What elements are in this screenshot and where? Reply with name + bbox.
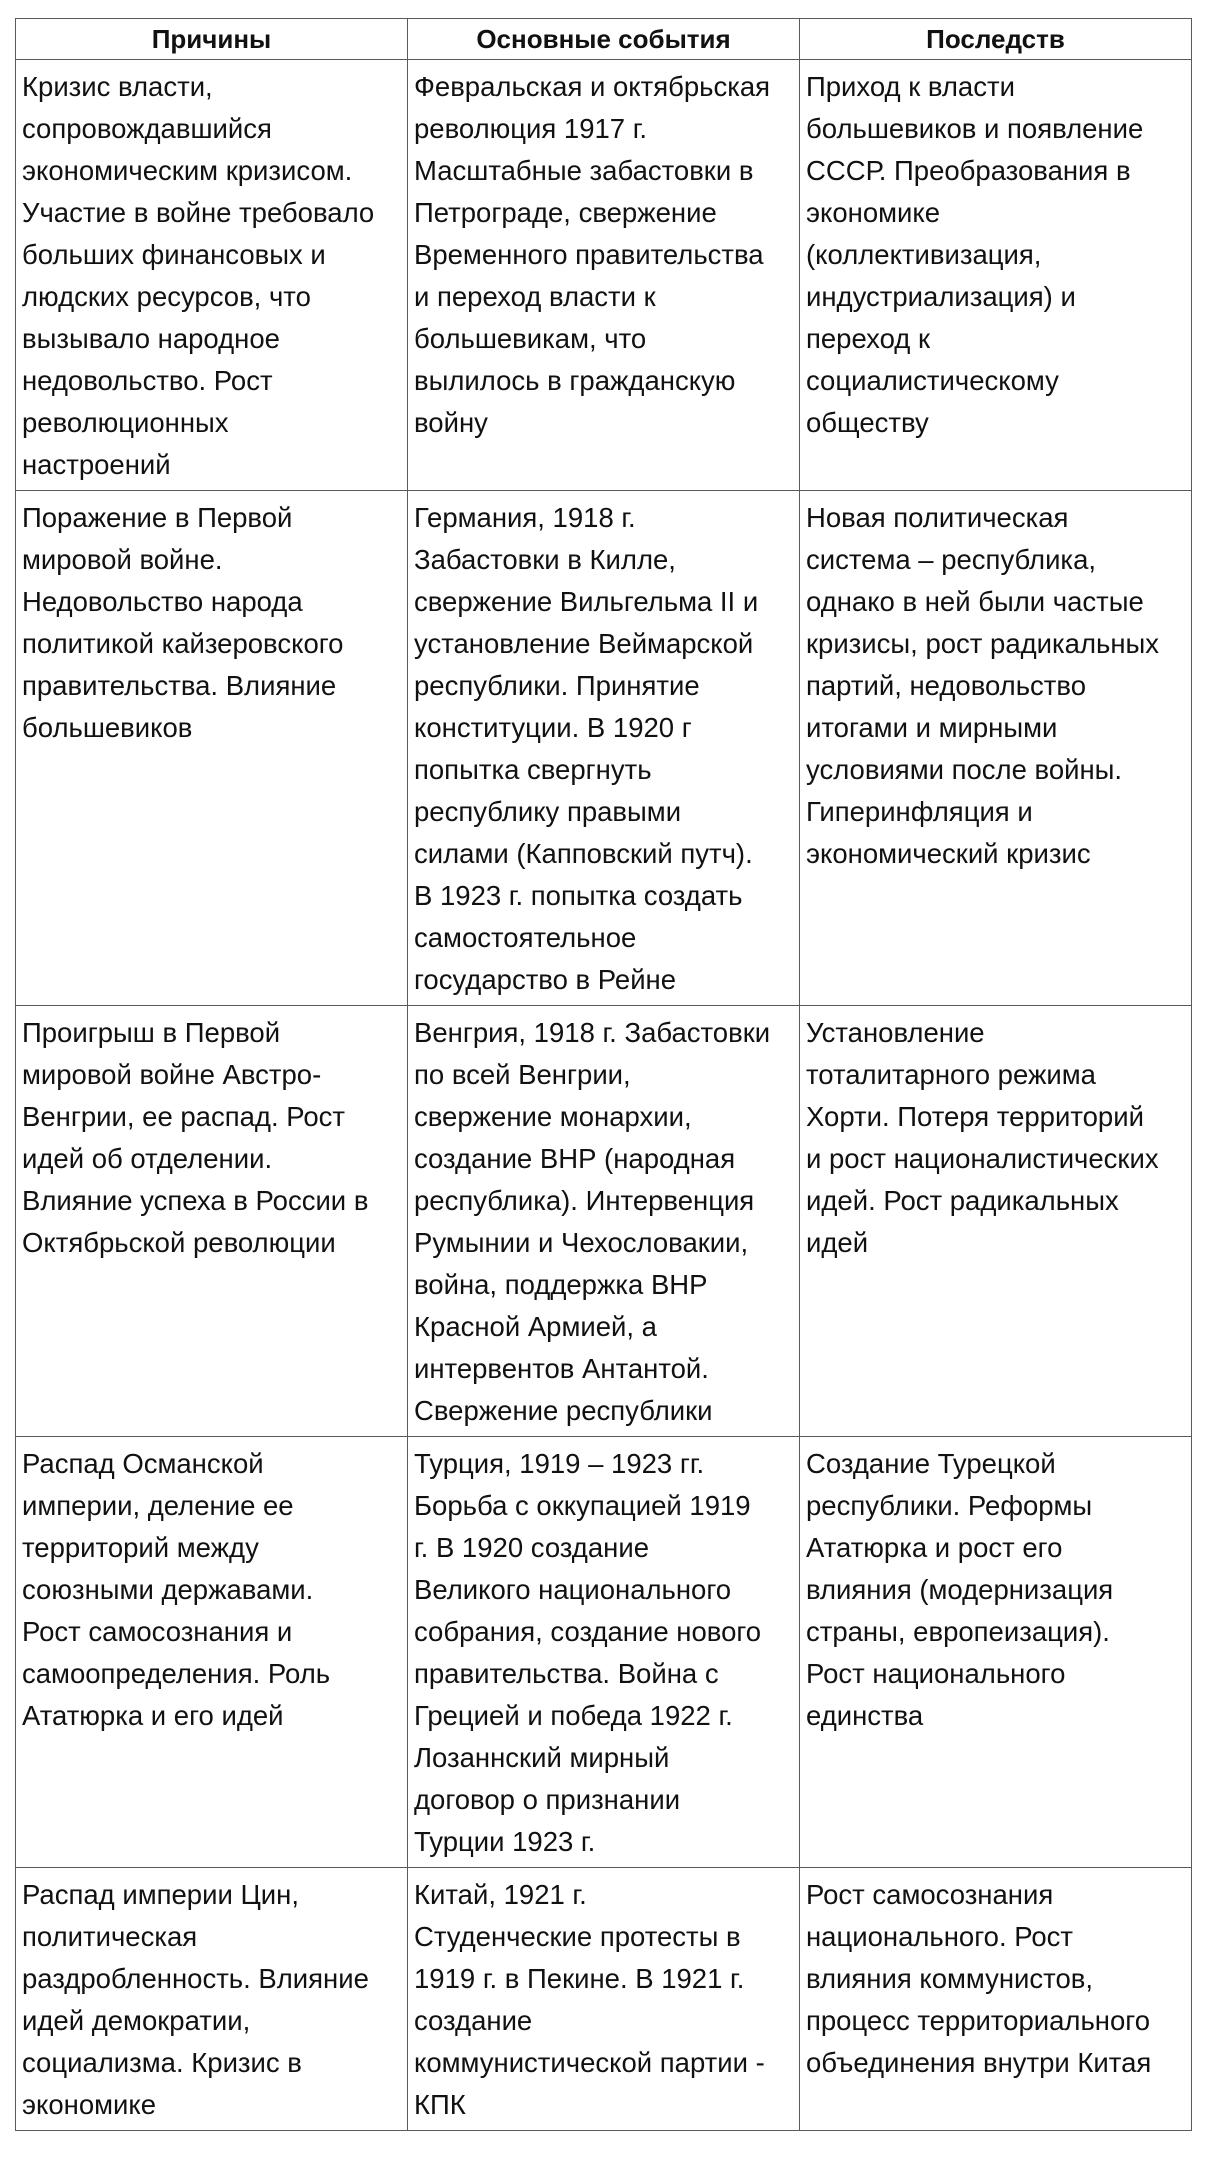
cell-text-line: Проигрыш в Первой [22,1017,281,1048]
cell-text-line: политикой кайзеровского [22,628,344,659]
cell-text-line: Китай, 1921 г. [414,1879,587,1910]
cell-text-line: Венгрии, ее распад. Рост [22,1101,346,1132]
cell-text-line: экономическим кризисом. [22,155,353,186]
cell-events [408,491,800,1006]
cell-text-line: раздробленность. Влияние [22,1963,369,1994]
cell-text-line: создание ВНР (народная [414,1143,736,1174]
cell-text-line: война, поддержка ВНР [414,1269,708,1300]
cell-text-line: силами (Капповский путч). [414,838,753,869]
cell-text-line: КПК [414,2089,466,2120]
cell-text-line: экономический кризис [806,838,1091,869]
cell-text-line: коммунистической партии - [414,2047,765,2078]
cell-text-line: Ататюрка и рост его [806,1532,1063,1563]
cell-text-line: итогами и мирными [806,712,1058,743]
cell-consequences [800,1868,1192,2131]
cell-text-line: Распад империи Цин, [22,1879,299,1910]
cell-text-line: Кризис власти, [22,71,213,102]
cell-text-line: правительства. Влияние [22,670,337,701]
cell-text-line: В 1923 г. попытка создать [414,880,743,911]
cell-text-line: самостоятельное [414,922,637,953]
cell-text-line: Германия, 1918 г. [414,502,636,533]
cell-text-line: процесс территориального [806,2005,1150,2036]
cell-text-line: мировой войне. [22,544,223,575]
cell-text-line: договор о признании [414,1784,681,1815]
cell-events [408,1437,800,1868]
cell-text-line: Лозаннский мирный [414,1742,670,1773]
cell-text-line: людских ресурсов, что [22,281,311,312]
cell-text-line: Рост национального [806,1658,1066,1689]
cell-text-line: обществу [806,407,929,438]
cell-text-line: союзными державами. [22,1574,314,1605]
cell-text-line: объединения внутри Китая [806,2047,1152,2078]
cell-text-line: Студенческие протесты в [414,1921,741,1952]
cell-consequences [800,60,1192,491]
header-causes: Причины [16,19,408,60]
cell-text-line: больших финансовых и [22,239,326,270]
cell-text-line: и рост националистических [806,1143,1159,1174]
cell-text-line: Временного правительства [414,239,764,270]
cell-text-line: тоталитарного режима [806,1059,1096,1090]
cell-text-line: Румынии и Чехословакии, [414,1227,749,1258]
cell-text-line: Ататюрка и его идей [22,1700,284,1731]
history-table [15,18,1192,2131]
cell-causes [16,1437,408,1868]
cell-text-line: недовольство. Рост [22,365,273,396]
cell-text-line: большевиков и появление [806,113,1144,144]
cell-text-line: большевикам, что [414,323,647,354]
table-row [16,1868,1192,2131]
cell-text-line: Октябрьской революции [22,1227,336,1258]
table-row [16,1006,1192,1437]
cell-text-line: СССР. Преобразования в [806,155,1131,186]
table-row [16,1437,1192,1868]
cell-consequences [800,491,1192,1006]
cell-text-line: республики. Принятие [414,670,700,701]
cell-text-line: Забастовки в Килле, [414,544,676,575]
cell-text-line: Борьба с оккупацией 1919 [414,1490,751,1521]
cell-text-line: республики. Реформы [806,1490,1093,1521]
cell-text-line: Распад Османской [22,1448,264,1479]
cell-text-line: попытка свергнуть [414,754,652,785]
cell-text-line: Рост самосознания и [22,1616,293,1647]
cell-text-line: собрания, создание нового [414,1616,762,1647]
cell-text-line: установление Веймарской [414,628,754,659]
cell-text-line: Создание Турецкой [806,1448,1056,1479]
cell-text-line: вызывало народное [22,323,280,354]
cell-text-line: настроений [22,449,171,480]
cell-text-line: национального. Рост [806,1921,1073,1952]
table-row [16,60,1192,491]
cell-text-line: и переход власти к [414,281,656,312]
cell-text-line: империи, деление ее [22,1490,294,1521]
cell-text-line: революционных [22,407,229,438]
cell-text-line: территорий между [22,1532,259,1563]
header-events: Основные события [408,19,800,60]
cell-text-line: идей [806,1227,869,1258]
cell-text-line: интервентов Антантой. [414,1353,709,1384]
cell-text-line: индустриализация) и [806,281,1076,312]
cell-text-line: конституции. В 1920 г [414,712,692,743]
cell-text-line: Приход к власти [806,71,1015,102]
cell-text-line: социализма. Кризис в [22,2047,302,2078]
cell-text-line: республику правыми [414,796,682,827]
cell-causes [16,1006,408,1437]
cell-text-line: идей демократии, [22,2005,251,2036]
cell-causes [16,1868,408,2131]
cell-text-line: Красной Армией, а [414,1311,657,1342]
cell-events [408,1868,800,2131]
cell-text-line: идей об отделении. [22,1143,273,1174]
cell-text-line: свержение монархии, [414,1101,692,1132]
cell-text-line: система – республика, [806,544,1096,575]
cell-text-line: Масштабные забастовки в [414,155,754,186]
cell-text-line: страны, европеизация). [806,1616,1110,1647]
cell-text-line: Гиперинфляция и [806,796,1033,827]
cell-text-line: экономике [22,2089,157,2120]
cell-text-line: свержение Вильгельма II и [414,586,759,617]
cell-text-line: Установление [806,1017,985,1048]
cell-text-line: самоопределения. Роль [22,1658,331,1689]
cell-text-line: единства [806,1700,924,1731]
cell-text-line: идей. Рост радикальных [806,1185,1119,1216]
table-row [16,491,1192,1006]
cell-text-line: Турции 1923 г. [414,1826,596,1857]
cell-text-line: Новая политическая [806,502,1069,533]
cell-text-line: правительства. Война с [414,1658,719,1689]
cell-text-line: республика). Интервенция [414,1185,755,1216]
cell-text-line: Недовольство народа [22,586,303,617]
cell-text-line: по всей Венгрии, [414,1059,631,1090]
cell-text-line: однако в ней были частые [806,586,1144,617]
cell-text-line: г. В 1920 создание [414,1532,649,1563]
cell-causes [16,60,408,491]
cell-text-line: сопровождавшийся [22,113,272,144]
cell-text-line: революция 1917 г. [414,113,648,144]
cell-causes [16,491,408,1006]
header-consequences: Последств [800,19,1192,60]
cell-text-line: влияния (модернизация [806,1574,1114,1605]
cell-consequences [800,1006,1192,1437]
cell-text-line: Петрограде, свержение [414,197,717,228]
cell-text-line: войну [414,407,488,438]
header-row [16,19,1192,60]
cell-text-line: Свержение республики [414,1395,713,1426]
cell-text-line: переход к [806,323,931,354]
cell-text-line: Венгрия, 1918 г. Забастовки [414,1017,771,1048]
cell-text-line: Хорти. Потеря территорий [806,1101,1144,1132]
cell-events [408,60,800,491]
cell-text-line: Великого национального [414,1574,732,1605]
cell-text-line: большевиков [22,712,193,743]
cell-text-line: условиями после войны. [806,754,1123,785]
cell-text-line: государство в Рейне [414,964,677,995]
cell-text-line: (коллективизация, [806,239,1042,270]
cell-text-line: экономике [806,197,941,228]
cell-text-line: Грецией и победа 1922 г. [414,1700,733,1731]
cell-events [408,1006,800,1437]
cell-text-line: Турция, 1919 – 1923 гг. [414,1448,705,1479]
cell-consequences [800,1437,1192,1868]
cell-text-line: Участие в войне требовало [22,197,375,228]
cell-text-line: создание [414,2005,533,2036]
cell-text-line: Поражение в Первой [22,502,293,533]
cell-text-line: вылилось в гражданскую [414,365,736,396]
cell-text-line: Февральская и октябрьская [414,71,771,102]
cell-text-line: кризисы, рост радикальных [806,628,1160,659]
cell-text-line: влияния коммунистов, [806,1963,1093,1994]
cell-text-line: 1919 г. в Пекине. В 1921 г. [414,1963,745,1994]
cell-text-line: мировой войне Австро- [22,1059,322,1090]
cell-text-line: партий, недовольство [806,670,1086,701]
cell-text-line: Влияние успеха в России в [22,1185,369,1216]
cell-text-line: политическая [22,1921,198,1952]
cell-text-line: социалистическому [806,365,1059,396]
cell-text-line: Рост самосознания [806,1879,1054,1910]
